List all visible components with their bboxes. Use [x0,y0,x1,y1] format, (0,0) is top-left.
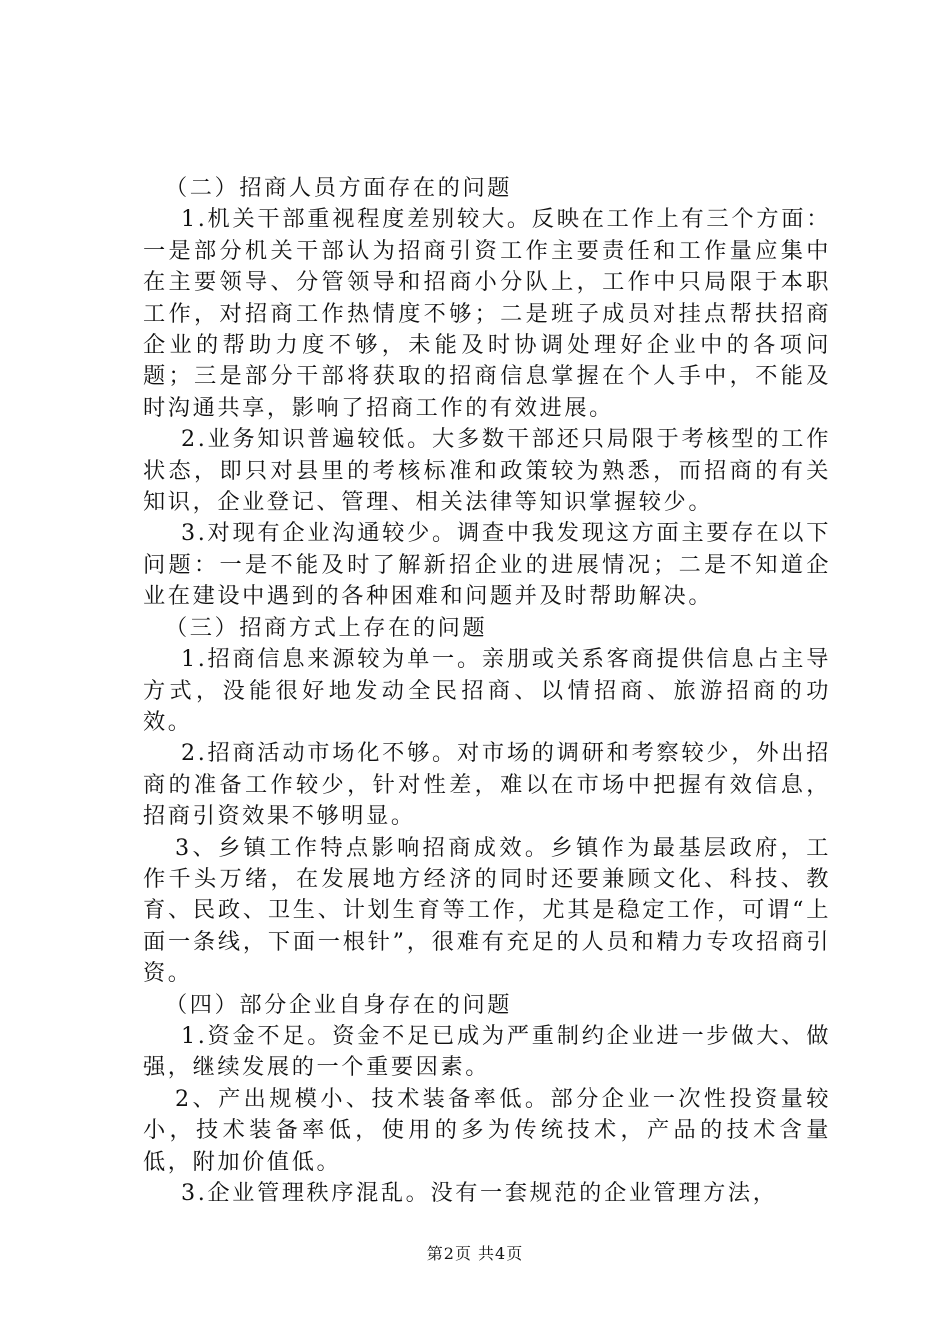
section-heading-4: （四）部分企业自身存在的问题 [165,991,513,1018]
paragraph: 2.业务知识普遍较低。大多数干部还只局限于考核型的工作状态，即只对县里的考核标准和政策较为熟悉，而招商的有关知识，企业登记、管理、相关法律等知识掌握较少。 [143,426,831,516]
paragraph: 1.资金不足。资金不足已成为严重制约企业进一步做大、做强，继续发展的一个重要因素。 [143,1022,831,1081]
document-body [143,173,831,1209]
paragraph: 1.招商信息来源较为单一。亲朋或关系客商提供信息占主导方式，没能很好地发动全民招商、以情招商、旅游招商的功效。 [143,646,831,735]
paragraph: 1.机关干部重视程度差别较大。反映在工作上有三个方面：一是部分机关干部认为招商引资工作主要责任和工作量应集中在主要领导、分管领导和招商小分队上，工作中只局限于本职工作，对招商工作热情度不够；二是班子成员对挂点帮扶招商企业的帮助力度不够，未能及时协调处理好企业中的各项问题；三是部分干部将获取的招商信息掌握在个人手中，不能及时沟通共享，影响了招商工作的有效进展。 [143,206,831,421]
paragraph: 3.企业管理秩序混乱。没有一套规范的企业管理方法， [181,1180,778,1206]
section-heading-3: （三）招商方式上存在的问题 [165,614,488,641]
paragraph: 3、乡镇工作特点影响招商成效。乡镇作为最基层政府，工作千头万绪，在发展地方经济的同时还要兼顾文化、科技、教育、民政、卫生、计划生育等工作，尤其是稳定工作，可谓“上面一条线，下面一根针”，很难有充足的人员和精力专攻招商引资。 [143,834,831,987]
paragraph: 2.招商活动市场化不够。对市场的调研和考察较少，外出招商的准备工作较少，针对性差，难以在市场中把握有效信息，招商引资效果不够明显。 [143,740,831,830]
paragraph: 2、产出规模小、技术装备率低。部分企业一次性投资量较小，技术装备率低，使用的多为传统技术，产品的技术含量低，附加价值低。 [143,1085,831,1175]
page-number-footer: 第2页 共4页 [426,1244,524,1263]
section-heading-2: （二）招商人员方面存在的问题 [165,175,513,201]
paragraph: 3.对现有企业沟通较少。调查中我发现这方面主要存在以下问题：一是不能及时了解新招企业的进展情况；二是不知道企业在建设中遇到的各种困难和问题并及时帮助解决。 [143,520,831,610]
